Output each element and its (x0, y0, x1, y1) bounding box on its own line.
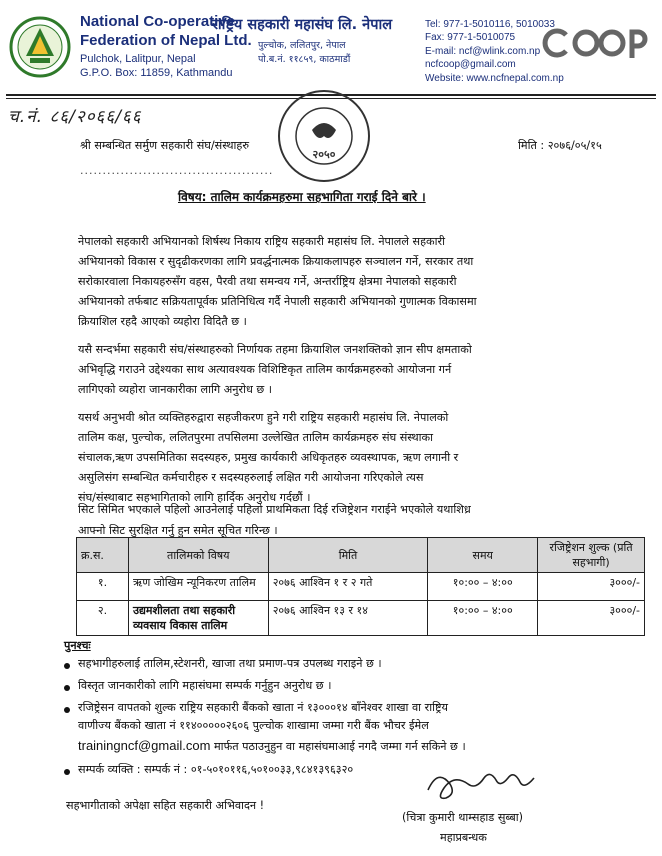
federation-logo (8, 16, 72, 78)
signature-mark (420, 760, 560, 810)
subject-line: विषय: तालिम कार्यक्रमहरुमा सहभागिता गराई दिने बारे । (178, 190, 426, 204)
letter-date: मिति : २०७६/०५/१५ (518, 139, 602, 152)
text-line: यसै सन्दर्भमा सहकारी संघ/संस्थाहरुको निर्णायक तहमा क्रियाशिल जनशक्तिको ज्ञान सीप क्षमताको (78, 343, 472, 356)
postscript-item: विस्तृत जानकारीको लागि महासंघमा सम्पर्क गर्नुहुन अनुरोध छ । (78, 679, 332, 692)
reference-number: च.नं. ८६/२०६६/६६ (8, 107, 142, 127)
coop-logo-icon (540, 26, 656, 60)
postscript-item-cont: वाणीज्य बैंकको खाता नं ११४०००००२६०६ पुल्चोक शाखामा जम्मा गरी बैंक भौचर ईमेल (78, 719, 429, 732)
column-header: समय (428, 538, 538, 573)
bullet-icon (64, 769, 70, 775)
training-date: २०७६ आश्विन १ र २ गते (268, 573, 428, 601)
column-header: तालिमको विषय (128, 538, 268, 573)
text-line: असुलिसंग सम्बन्धित कर्मचारीहरु र सदस्यहरुलाई लक्षित गरी आयोजना गरिएकोले त्यस (78, 471, 424, 484)
text-line: अभिवृद्धि गराउने उद्देश्यका साथ अत्यावश्यक विशिष्टिकृत तालिम कार्यक्रमहरुको आयोजना गर्न (78, 363, 452, 376)
text-line: नेपालको सहकारी अभियानको शिर्षस्थ निकाय राष्ट्रिय सहकारी महासंघ लि. नेपालले सहकारी (78, 235, 445, 248)
signatory-name: (चित्रा कुमारी थाम्सहाड सुब्बा) (402, 811, 523, 824)
recipient-address-dots: ........................................... (80, 164, 274, 177)
org-address-english: Pulchok, Lalitpur, Nepal G.P.O. Box: 11859, Kathmandu (80, 53, 233, 79)
table-row (77, 601, 645, 636)
text-line: सिट सिमित भएकाले पहिलो आउनेलाई पहिलो प्राथमिकता दिई रजिष्ट्रेशन गराईने भएकोले यथाशिध्र (78, 503, 471, 516)
registration-fee: ३०००/- (538, 573, 645, 601)
stamp-year: २०५० (312, 148, 336, 161)
email-link[interactable]: trainingncf@gmail.com (78, 738, 211, 753)
postscript-item: सहभागीहरुलाई तालिम,स्टेशनरी, खाजा तथा प्रमाण-पत्र उपलब्ध गराइने छ । (78, 657, 382, 670)
bullet-icon (64, 663, 70, 669)
training-time: १०:०० – ४:०० (428, 601, 538, 636)
contact-person: सम्पर्क व्यक्ति : सम्पर्क नं : ०१-५०१०११६,५०१००३३,९८४१३९६३२० (78, 763, 354, 776)
text-line: लागिएको व्यहोरा जानकारीका लागि अनुरोध छ । (78, 383, 273, 396)
org-address-nepali-2: पो.ब.नं. ११८५९, काठमाडौं (258, 54, 351, 65)
org-address-nepali-1: पुल्चोक, ललितपुर, नेपाल (258, 40, 346, 51)
text-line: संचालक,ऋण उपसमितिका सदस्यहरु, प्रमुख कार्यकारी अधिकृतहरु व्यवस्थापक, ऋण लगानी र (78, 451, 459, 464)
training-schedule-table (76, 537, 645, 636)
text-line: यसर्थ अनुभवी श्रोत व्यक्तिहरुद्वारा सहजीकरण हुने गरी राष्ट्रिय सहकारी महासंघ लि. नेपालको (78, 411, 449, 424)
org-name-english: National Co-operative Federation of Nepal Ltd. (80, 13, 252, 49)
training-topic: ऋण जोखिम न्यूनिकरण तालिम (128, 573, 268, 601)
postscript-item: रजिष्ट्रेसन वापतको शुल्क राष्ट्रिय सहकारी बैंकको खाता नं १३०००१४ बाँनेश्वर शाखा वा राष्ट्रिय (78, 701, 449, 714)
contact-info: Tel: 977-1-5010116, 5010033 Fax: 977-1-5010075 E-mail: ncf@wlink.com.np ncfcoop@gmail.com Website: www.ncfnepal.com.np (425, 19, 564, 84)
training-date: २०७६ आश्विन १३ र १४ (268, 601, 428, 636)
row-number: २. (77, 601, 129, 636)
org-name-nepali: राष्ट्रिय सहकारी महासंघ लि. नेपाल (212, 17, 393, 33)
postscript-item-text: मार्फत पठाउनुहुन वा महासंघमाआई नगदै जम्मा गर्न सकिने छ । (210, 740, 466, 753)
bullet-icon (64, 685, 70, 691)
text-line: क्रियाशिल रहदै आएको व्यहोरा विदितै छ । (78, 315, 247, 328)
signatory-title: महाप्रबन्धक (440, 831, 487, 844)
text-line: तालिम कक्ष, पुल्चोक, ललितपुरमा तपसिलमा उल्लेखित तालिम कार्यक्रमहरु संघ संस्थाका (78, 431, 433, 444)
training-topic: उद्यमशीलता तथा सहकारी व्यवसाय विकास तालिम (128, 601, 268, 636)
text-line: सरोकारवाला निकायहरुसँग वहस, पैरवी तथा समन्वय गर्ने, अन्तर्राष्ट्रिय क्षेत्रमा नेपालको सहकारी (78, 275, 457, 288)
official-stamp (274, 86, 374, 186)
bullet-icon (64, 707, 70, 713)
column-header: मिति (268, 538, 428, 573)
text-line: संघ/संस्थाबाट सहभागिताको लागि हार्दिक अनुरोध गर्दछौं । (78, 491, 311, 504)
column-header: रजिष्ट्रेशन शुल्क (प्रति सहभागी) (538, 538, 645, 573)
postscript-label: पुनश्चः (64, 639, 91, 652)
table-header-row (77, 538, 645, 573)
text-line: आफ्नो सिट सुरक्षित गर्नु हुन समेत सूचित गरिन्छ । (78, 524, 278, 537)
postscript-item-cont (78, 736, 466, 758)
text-line: अभियानको तर्फबाट सक्रियतापूर्वक प्रतिनिधित्व गर्दै नेपाली सहकारी अभियानको गुणात्मक विकासमा (78, 295, 477, 308)
table-row (77, 573, 645, 601)
text-line: अभियानको विकास र सुदृढीकरणका लागि प्रवर्द्धनात्मक क्रियाकलापहरु सञ्चालन गर्ने, सरकार तथा (78, 255, 474, 268)
closing-greeting: सहभागीताको अपेक्षा सहित सहकारी अभिवादन ! (66, 799, 265, 812)
row-number: १. (77, 573, 129, 601)
training-time: १०:०० – ४:०० (428, 573, 538, 601)
recipient: श्री सम्बन्धित सर्मुण सहकारी संघ/संस्थाहरु (80, 139, 250, 152)
registration-fee: ३०००/- (538, 601, 645, 636)
column-header: क्र.स. (77, 538, 129, 573)
